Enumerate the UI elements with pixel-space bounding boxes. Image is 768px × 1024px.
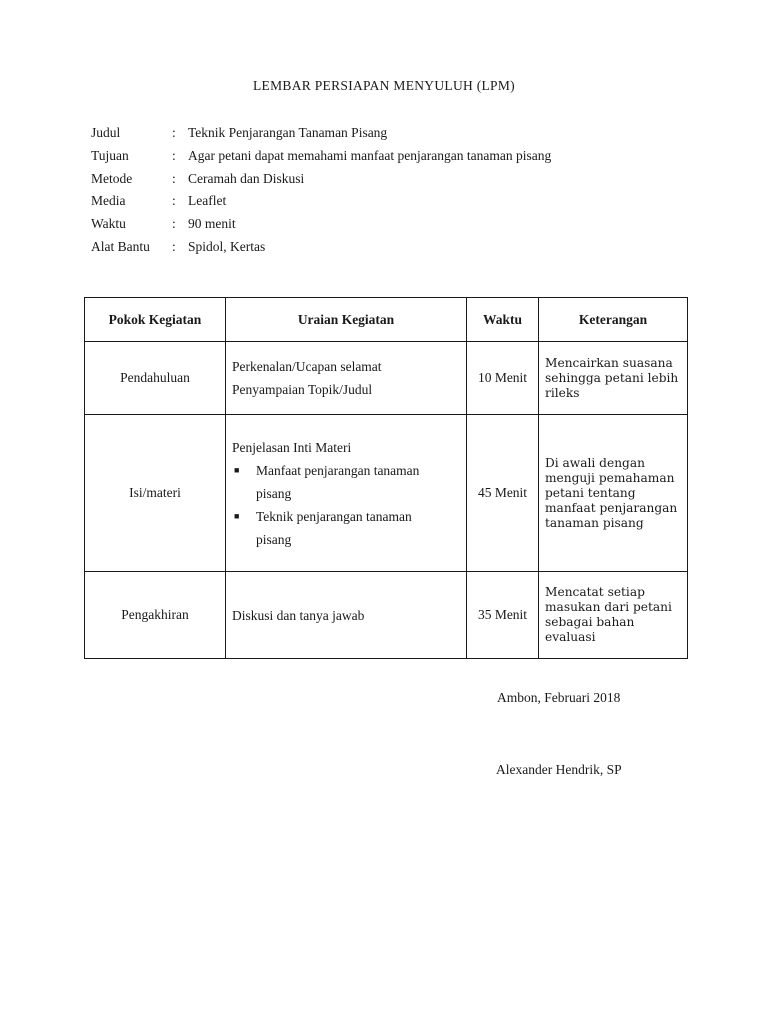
info-row-waktu [91,213,551,236]
info-list [91,122,551,259]
keterangan-line: Mencatat setiap [545,585,645,599]
uraian-line: Penyampaian Topik/Judul [232,382,373,397]
square-bullet-icon: ■ [234,510,240,521]
keterangan-line: menguji pemahaman [545,470,675,485]
info-label: Tujuan [91,147,129,163]
info-value: Agar petani dapat memahami manfaat penjarangan tanaman pisang [188,147,552,163]
info-row-media [91,190,551,213]
info-colon: : [172,170,176,186]
bullet-line: pisang [256,531,292,547]
cell-waktu: 10 Menit [467,342,539,415]
cell-pokok: Pengakhiran [85,572,226,659]
keterangan-line: Di awali dengan [545,455,645,470]
signer-name: Alexander Hendrik, SP [496,762,622,777]
cell-keterangan [539,342,688,415]
info-label: Metode [91,170,133,186]
keterangan-line: evaluasi [545,630,596,644]
info-colon: : [172,216,176,232]
keterangan-line: sebagai bahan [545,615,635,629]
info-value: Spidol, Kertas [188,238,266,254]
keterangan-line: rileks [545,385,580,400]
info-label: Judul [91,125,121,140]
cell-uraian [226,342,467,415]
info-row-metode [91,168,551,191]
cell-waktu: 45 Menit [467,415,539,572]
info-colon: : [172,147,176,163]
table-row-pengakhiran [85,572,688,659]
table-header-row [85,298,688,342]
header-waktu: Waktu [467,298,539,342]
info-value: Ceramah dan Diskusi [188,170,305,186]
info-value: Teknik Penjarangan Tanaman Pisang [188,125,388,140]
keterangan-line: tanaman pisang [545,515,644,530]
keterangan-line: masukan dari petani [545,600,672,614]
bullet-list [232,459,460,551]
info-label: Alat Bantu [91,238,150,254]
info-row-tujuan [91,145,551,168]
info-colon: : [172,238,176,254]
cell-pokok: Pendahuluan [85,342,226,415]
bullet-item [232,505,460,551]
keterangan-line: Mencairkan suasana [545,355,673,370]
uraian-line: Perkenalan/Ucapan selamat [232,359,382,374]
bullet-item [232,459,460,505]
bullet-line: pisang [256,485,292,501]
cell-keterangan [539,572,688,659]
info-value: Leaflet [188,193,227,209]
cell-waktu: 35 Menit [467,572,539,659]
keterangan-line: sehingga petani lebih [545,370,679,385]
document-title: LEMBAR PERSIAPAN MENYULUH (LPM) [253,78,515,93]
info-row-alat-bantu [91,236,551,259]
cell-uraian: Diskusi dan tanya jawab [226,572,467,659]
keterangan-line: manfaat penjarangan [545,500,678,515]
table-row-isi-materi [85,415,688,572]
cell-keterangan [539,415,688,572]
info-value: 90 menit [188,216,236,232]
keterangan-line: petani tentang [545,485,636,500]
info-row-judul [91,122,551,145]
info-colon: : [172,193,176,209]
square-bullet-icon: ■ [234,464,240,475]
bullet-line: Manfaat penjarangan tanaman [256,462,420,478]
info-label: Waktu [91,216,126,232]
table-row-pendahuluan [85,342,688,415]
bullet-text [256,505,412,551]
place-date: Ambon, Februari 2018 [497,690,621,705]
cell-uraian [226,415,467,572]
info-colon: : [172,125,176,140]
activity-table [84,297,688,659]
header-pokok-kegiatan: Pokok Kegiatan [85,298,226,342]
header-uraian-kegiatan: Uraian Kegiatan [226,298,467,342]
bullet-line: Teknik penjarangan tanaman [256,508,412,524]
header-keterangan: Keterangan [539,298,688,342]
cell-pokok: Isi/materi [85,415,226,572]
info-label: Media [91,193,126,209]
bullet-text [256,459,419,505]
uraian-intro: Penjelasan Inti Materi [232,439,352,455]
